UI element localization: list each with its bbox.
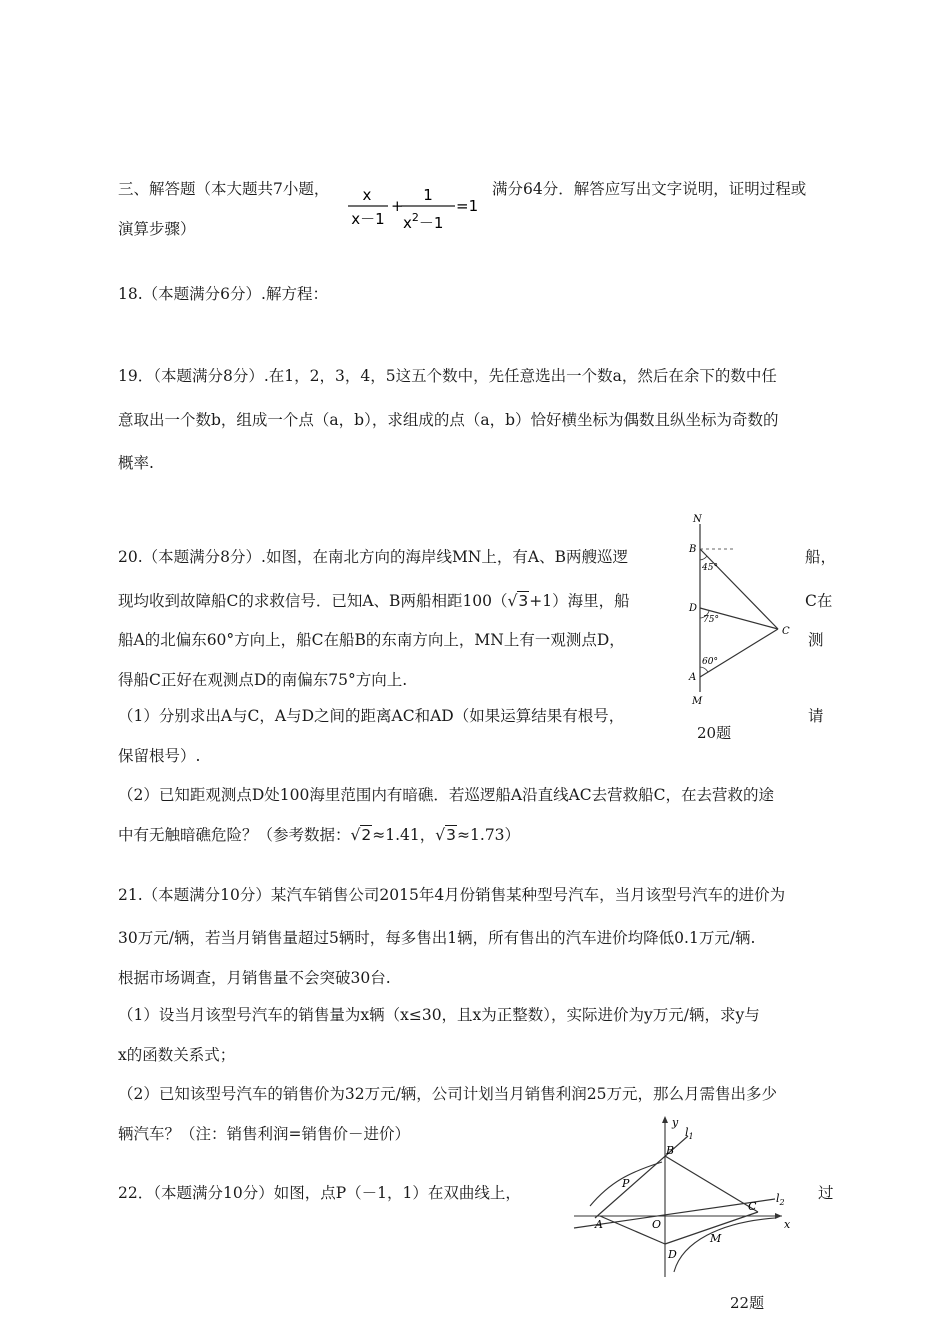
q20-line3: 船A的北偏东60°方向上，船C在船B的东南方向上，MN上有一观测点D，	[118, 631, 625, 649]
line-l2	[574, 1199, 775, 1228]
q20-line1: 20.（本题满分8分）.如图，在南北方向的海岸线MN上，有A、B两艘巡逻	[118, 548, 628, 566]
frac1-denominator: x－1	[351, 210, 385, 228]
q19-line3: 概率.	[118, 454, 154, 472]
label-o: O	[652, 1218, 662, 1231]
q20-part1-right: 请	[808, 707, 824, 725]
q20-part1: （1）分别求出A与C，A与D之间的距离AC和AD（如果运算结果有根号，	[118, 707, 625, 725]
label-c: C	[748, 1200, 757, 1213]
q21-part1: （1）设当月该型号汽车的销售量为x辆（x≤30，且x为正整数），实际进价为y万元/辆，求y与	[118, 1006, 760, 1024]
q19-line2: 意取出一个数b，组成一个点（a，b），求组成的点（a，b）恰好横坐标为偶数且纵坐标为奇数的	[118, 411, 779, 429]
q20-line4: 得船C正好在观测点D的南偏东75°方向上.	[118, 671, 408, 689]
figure-20	[680, 512, 810, 712]
q22-line1-right: 过	[818, 1184, 834, 1202]
sqrt-3-ref: √3	[435, 826, 457, 844]
q20-line2	[118, 589, 630, 611]
label-a: A	[595, 1218, 603, 1231]
sqrt-3: √3	[507, 592, 529, 610]
section-heading: 三、解答题（本大题共7小题，	[118, 180, 330, 198]
label-y: y	[672, 1116, 679, 1129]
section-heading-cont: 满分64分．解答应写出文字说明，证明过程或	[492, 180, 807, 198]
q21-line5: x的函数关系式；	[118, 1046, 236, 1064]
angle-60: 60°	[702, 657, 718, 667]
label-m: M	[710, 1232, 722, 1245]
figure-22-caption: 22题	[730, 1294, 765, 1312]
hyperbola-branch-lower-right	[674, 1218, 775, 1272]
x-axis-arrow	[775, 1213, 782, 1219]
label-l2: $l_2$	[776, 1192, 785, 1207]
label-c: C	[782, 626, 790, 637]
label-d: D	[668, 1248, 677, 1261]
q20-line2-text: 现均收到故障船C的求救信号．已知A、B两船相距100（	[118, 592, 508, 610]
plus-sign: +	[391, 197, 404, 215]
figure-22	[570, 1112, 800, 1282]
label-b: B	[689, 544, 697, 555]
approx-3: ≈1.73）	[457, 826, 521, 844]
q20-line8-text: 中有无触暗礁危险？（参考数据：	[118, 826, 351, 844]
sqrt-2: √2	[350, 826, 372, 844]
q20-line6: 保留根号）.	[118, 747, 201, 765]
frac2-denominator: $x^2-1$	[403, 211, 444, 232]
label-m: M	[692, 696, 703, 707]
label-a: A	[689, 672, 697, 683]
label-d: D	[689, 603, 698, 614]
q21-line3: 根据市场调查，月销售量不会突破30台.	[118, 969, 391, 987]
equation	[345, 182, 490, 237]
q19-line1: 19．（本题满分8分）.在1，2，3，4，5这五个数中，先任意选出一个数a，然后在余下的数中任	[118, 367, 777, 385]
frac1-numerator: x	[362, 186, 372, 204]
q20-line8	[118, 823, 520, 845]
label-x: x	[784, 1218, 791, 1231]
angle-45: 45°	[702, 563, 718, 573]
section-heading-line2: 演算步骤）	[118, 220, 196, 238]
q20-line2-right: C在	[805, 592, 833, 610]
segment-bc	[665, 1156, 758, 1212]
label-l1: $l_1$	[685, 1126, 694, 1141]
equation-rhs: =1	[456, 197, 479, 215]
frac2-numerator: 1	[423, 186, 433, 204]
figure-20-caption: 20题	[697, 724, 732, 742]
y-axis-arrow	[662, 1116, 668, 1123]
q20-line3-right: 测	[808, 631, 824, 649]
label-p: P	[622, 1177, 630, 1190]
q20-part2: （2）已知距观测点D处100海里范围内有暗礁．若巡逻船A沿直线AC去营救船C，在去营救的途	[118, 786, 774, 804]
angle-b-arc	[700, 556, 707, 560]
q20-line1-right: 船，	[805, 548, 837, 566]
q21-line2: 30万元/辆，若当月销售量超过5辆时，每多售出1辆，所有售出的汽车进价均降低0.1万元/辆.	[118, 929, 756, 947]
label-b: B	[666, 1144, 675, 1157]
q20-line2-plus: +1）海里，船	[529, 592, 630, 610]
line-ac	[700, 629, 778, 677]
q21-line1: 21.（本题满分10分）某汽车销售公司2015年4月份销售某种型号汽车，当月该型号汽车的进价为	[118, 886, 786, 904]
label-n: N	[693, 514, 702, 525]
q21-line7: 辆汽车？（注：销售利润=销售价－进价）	[118, 1125, 410, 1143]
angle-75: 75°	[703, 615, 719, 625]
approx-2: ≈1.41，	[372, 826, 436, 844]
q18-text: 18.（本题满分6分）.解方程：	[118, 285, 328, 303]
angle-a-arc	[700, 667, 708, 672]
q21-part2: （2）已知该型号汽车的销售价为32万元/辆，公司计划当月销售利润25万元，那么月需售出多少	[118, 1085, 778, 1103]
q22-line1: 22．（本题满分10分）如图，点P（－1，1）在双曲线上，	[118, 1184, 521, 1202]
